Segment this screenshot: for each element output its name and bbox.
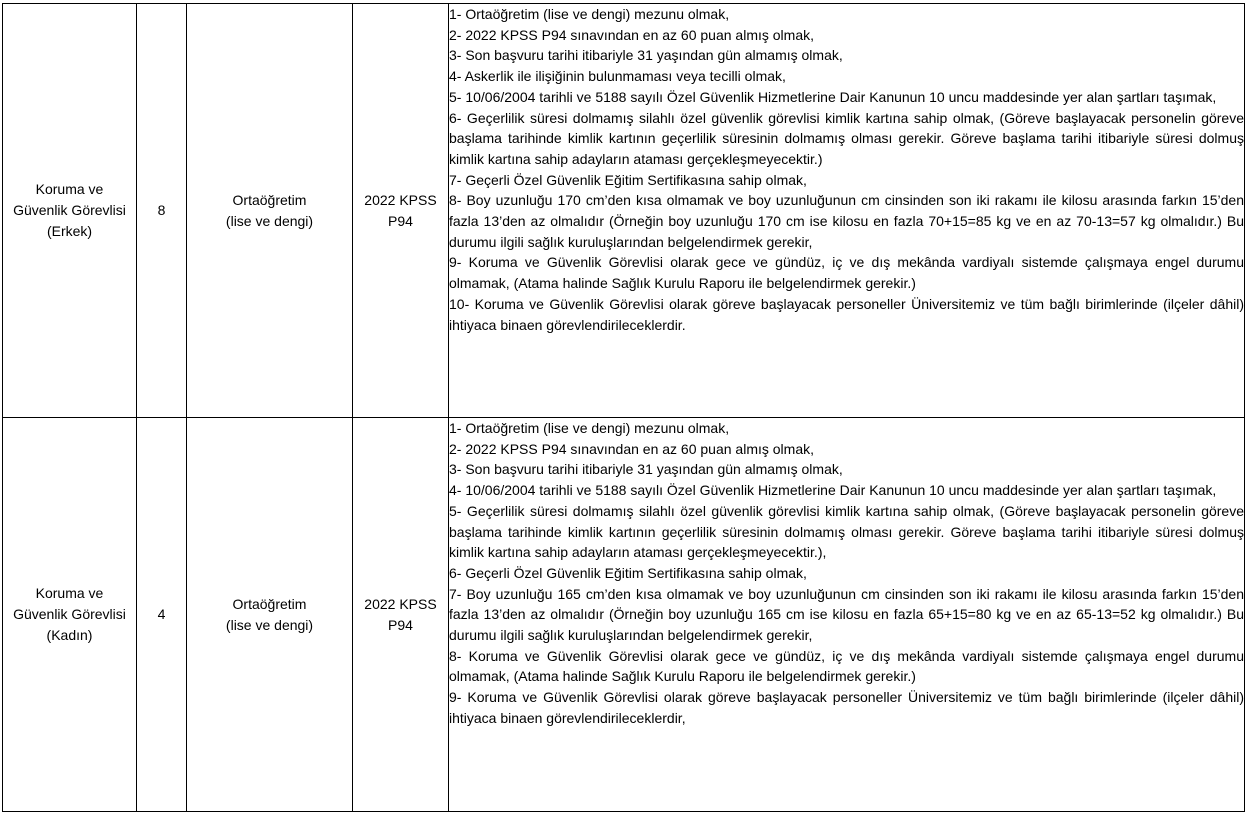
position-count: 8 xyxy=(157,202,166,218)
requirements-table xyxy=(2,3,1245,812)
requirement-item: 6- Geçerli Özel Güvenlik Eğitim Sertifikasına sahip olmak, xyxy=(449,564,807,581)
education-line: Ortaöğretim xyxy=(232,595,307,612)
requirement-item: 4- 10/06/2004 tarihli ve 5188 sayılı Özel Güvenlik Hizmetlerine Dair Kanunun 10 uncu maddesinde yer alan şartları taşımak, xyxy=(449,482,1217,499)
education-cell xyxy=(187,418,353,812)
position-line: Güvenlik Görevlisi xyxy=(13,202,126,218)
requirement-item: 9- Koruma ve Güvenlik Görevlisi olarak gece ve gündüz, iç ve dış mekânda vardiyalı sistemde çalışmaya engel durumu olmamak, (Atama halinde Sağlık Kurulu Raporu ile belgelendirmek gerekir.) xyxy=(449,254,1244,292)
education-line: (lise ve dengi) xyxy=(225,212,314,229)
table-row xyxy=(3,4,1245,418)
requirement-item: 5- 10/06/2004 tarihli ve 5188 sayılı Özel Güvenlik Hizmetlerine Dair Kanunun 10 uncu maddesinde yer alan şartları taşımak, xyxy=(449,88,1217,105)
position-line: (Erkek) xyxy=(46,223,93,239)
requirement-item: 6- Geçerlilik süresi dolmamış silahlı özel güvenlik görevlisi kimlik kartına sahip olmak, (Göreve başlayacak personelin göreve başlama tarihinde kimlik kartının geçerlilik süresinin dolmamış olması gerekir. Göreve başlama tarihi itibariyle süresi dolmuş kimlik kartına sahip adayların ataması gerçekleşmeyecektir.) xyxy=(449,109,1244,167)
requirement-item: 5- Geçerlilik süresi dolmamış silahlı özel güvenlik görevlisi kimlik kartına sahip olmak, (Göreve başlayacak personelin göreve başlama tarihinde kimlik kartının geçerlilik süresinin dolmamış olması gerekir. Göreve başlama tarihi itibariyle süresi dolmuş kimlik kartına sahip adayların ataması gerçekleşmeyecektir.), xyxy=(449,502,1244,561)
education-cell xyxy=(187,4,353,418)
count-cell xyxy=(137,418,187,812)
education-line: Ortaöğretim xyxy=(232,191,307,208)
education-line: (lise ve dengi) xyxy=(225,616,314,633)
position-cell xyxy=(3,418,137,812)
count-cell xyxy=(137,4,187,418)
requirement-item: 8- Koruma ve Güvenlik Görevlisi olarak gece ve gündüz, iç ve dış mekânda vardiyalı sistemde çalışmaya engel durumu olmamak, (Atama halinde Sağlık Kurulu Raporu ile belgelendirmek gerekir.) xyxy=(449,647,1244,685)
exam-line: 2022 KPSS xyxy=(364,595,437,612)
requirement-item: 7- Geçerli Özel Güvenlik Eğitim Sertifikasına sahip olmak, xyxy=(449,171,807,188)
requirement-item: 7- Boy uzunluğu 165 cm’den kısa olmamak ve boy uzunluğunun cm cinsinden son iki rakamı ile kilosu arasında farkın 15’den fazla 13’den az olmalıdır (Örneğin boy uzunluğu 165 cm ise kilosu en fazla 65+15=80 kg ve en az 65-13=52 kg olmalıdır.) Bu durumu ilgili sağlık kuruluşlarından belgelendirmek gerekir, xyxy=(449,585,1244,644)
requirement-item: 2- 2022 KPSS P94 sınavından en az 60 puan almış olmak, xyxy=(449,440,815,457)
position-line: (Kadın) xyxy=(46,627,93,643)
exam-line: P94 xyxy=(388,616,413,633)
requirement-item: 1- Ortaöğretim (lise ve dengi) mezunu olmak, xyxy=(449,420,730,436)
position-line: Güvenlik Görevlisi xyxy=(13,606,126,622)
position-count: 4 xyxy=(157,606,166,622)
requirement-item: 9- Koruma ve Güvenlik Görevlisi olarak göreve başlayacak personeller Üniversitemiz ve tüm bağlı birimlerinde (ilçeler dâhil) ihtiyaca binaen görevlendirileceklerdir, xyxy=(449,689,1244,726)
exam-cell xyxy=(353,4,449,418)
requirement-item: 10- Koruma ve Güvenlik Görevlisi olarak göreve başlayacak personeller Üniversitemiz ve tüm bağlı birimlerinde (ilçeler dâhil) ihtiyaca binaen görevlendirileceklerdir. xyxy=(449,295,1244,333)
position-line: Koruma ve xyxy=(35,585,104,601)
requirements-cell xyxy=(449,418,1245,812)
requirement-item: 3- Son başvuru tarihi itibariyle 31 yaşından gün almamış olmak, xyxy=(449,461,843,478)
requirement-item: 2- 2022 KPSS P94 sınavından en az 60 puan almış olmak, xyxy=(449,26,815,43)
exam-line: 2022 KPSS xyxy=(364,191,437,208)
exam-cell xyxy=(353,418,449,812)
position-cell xyxy=(3,4,137,418)
exam-line: P94 xyxy=(388,212,413,229)
requirement-item: 4- Askerlik ile ilişiğinin bulunmaması veya tecilli olmak, xyxy=(449,68,786,85)
position-line: Koruma ve xyxy=(35,181,104,197)
requirements-cell xyxy=(449,4,1245,418)
requirement-item: 1- Ortaöğretim (lise ve dengi) mezunu olmak, xyxy=(449,6,730,22)
table-row xyxy=(3,418,1245,812)
requirement-item: 8- Boy uzunluğu 170 cm’den kısa olmamak ve boy uzunluğunun cm cinsinden son iki rakamı ile kilosu arasında farkın 15’den fazla 13’den az olmalıdır (Örneğin boy uzunluğu 170 cm ise kilosu en fazla 70+15=85 kg ve en az 70-13=57 kg olmalıdır.) Bu durumu ilgili sağlık kuruluşlarından belgelendirmek gerekir, xyxy=(449,192,1244,250)
requirement-item: 3- Son başvuru tarihi itibariyle 31 yaşından gün almamış olmak, xyxy=(449,47,843,64)
